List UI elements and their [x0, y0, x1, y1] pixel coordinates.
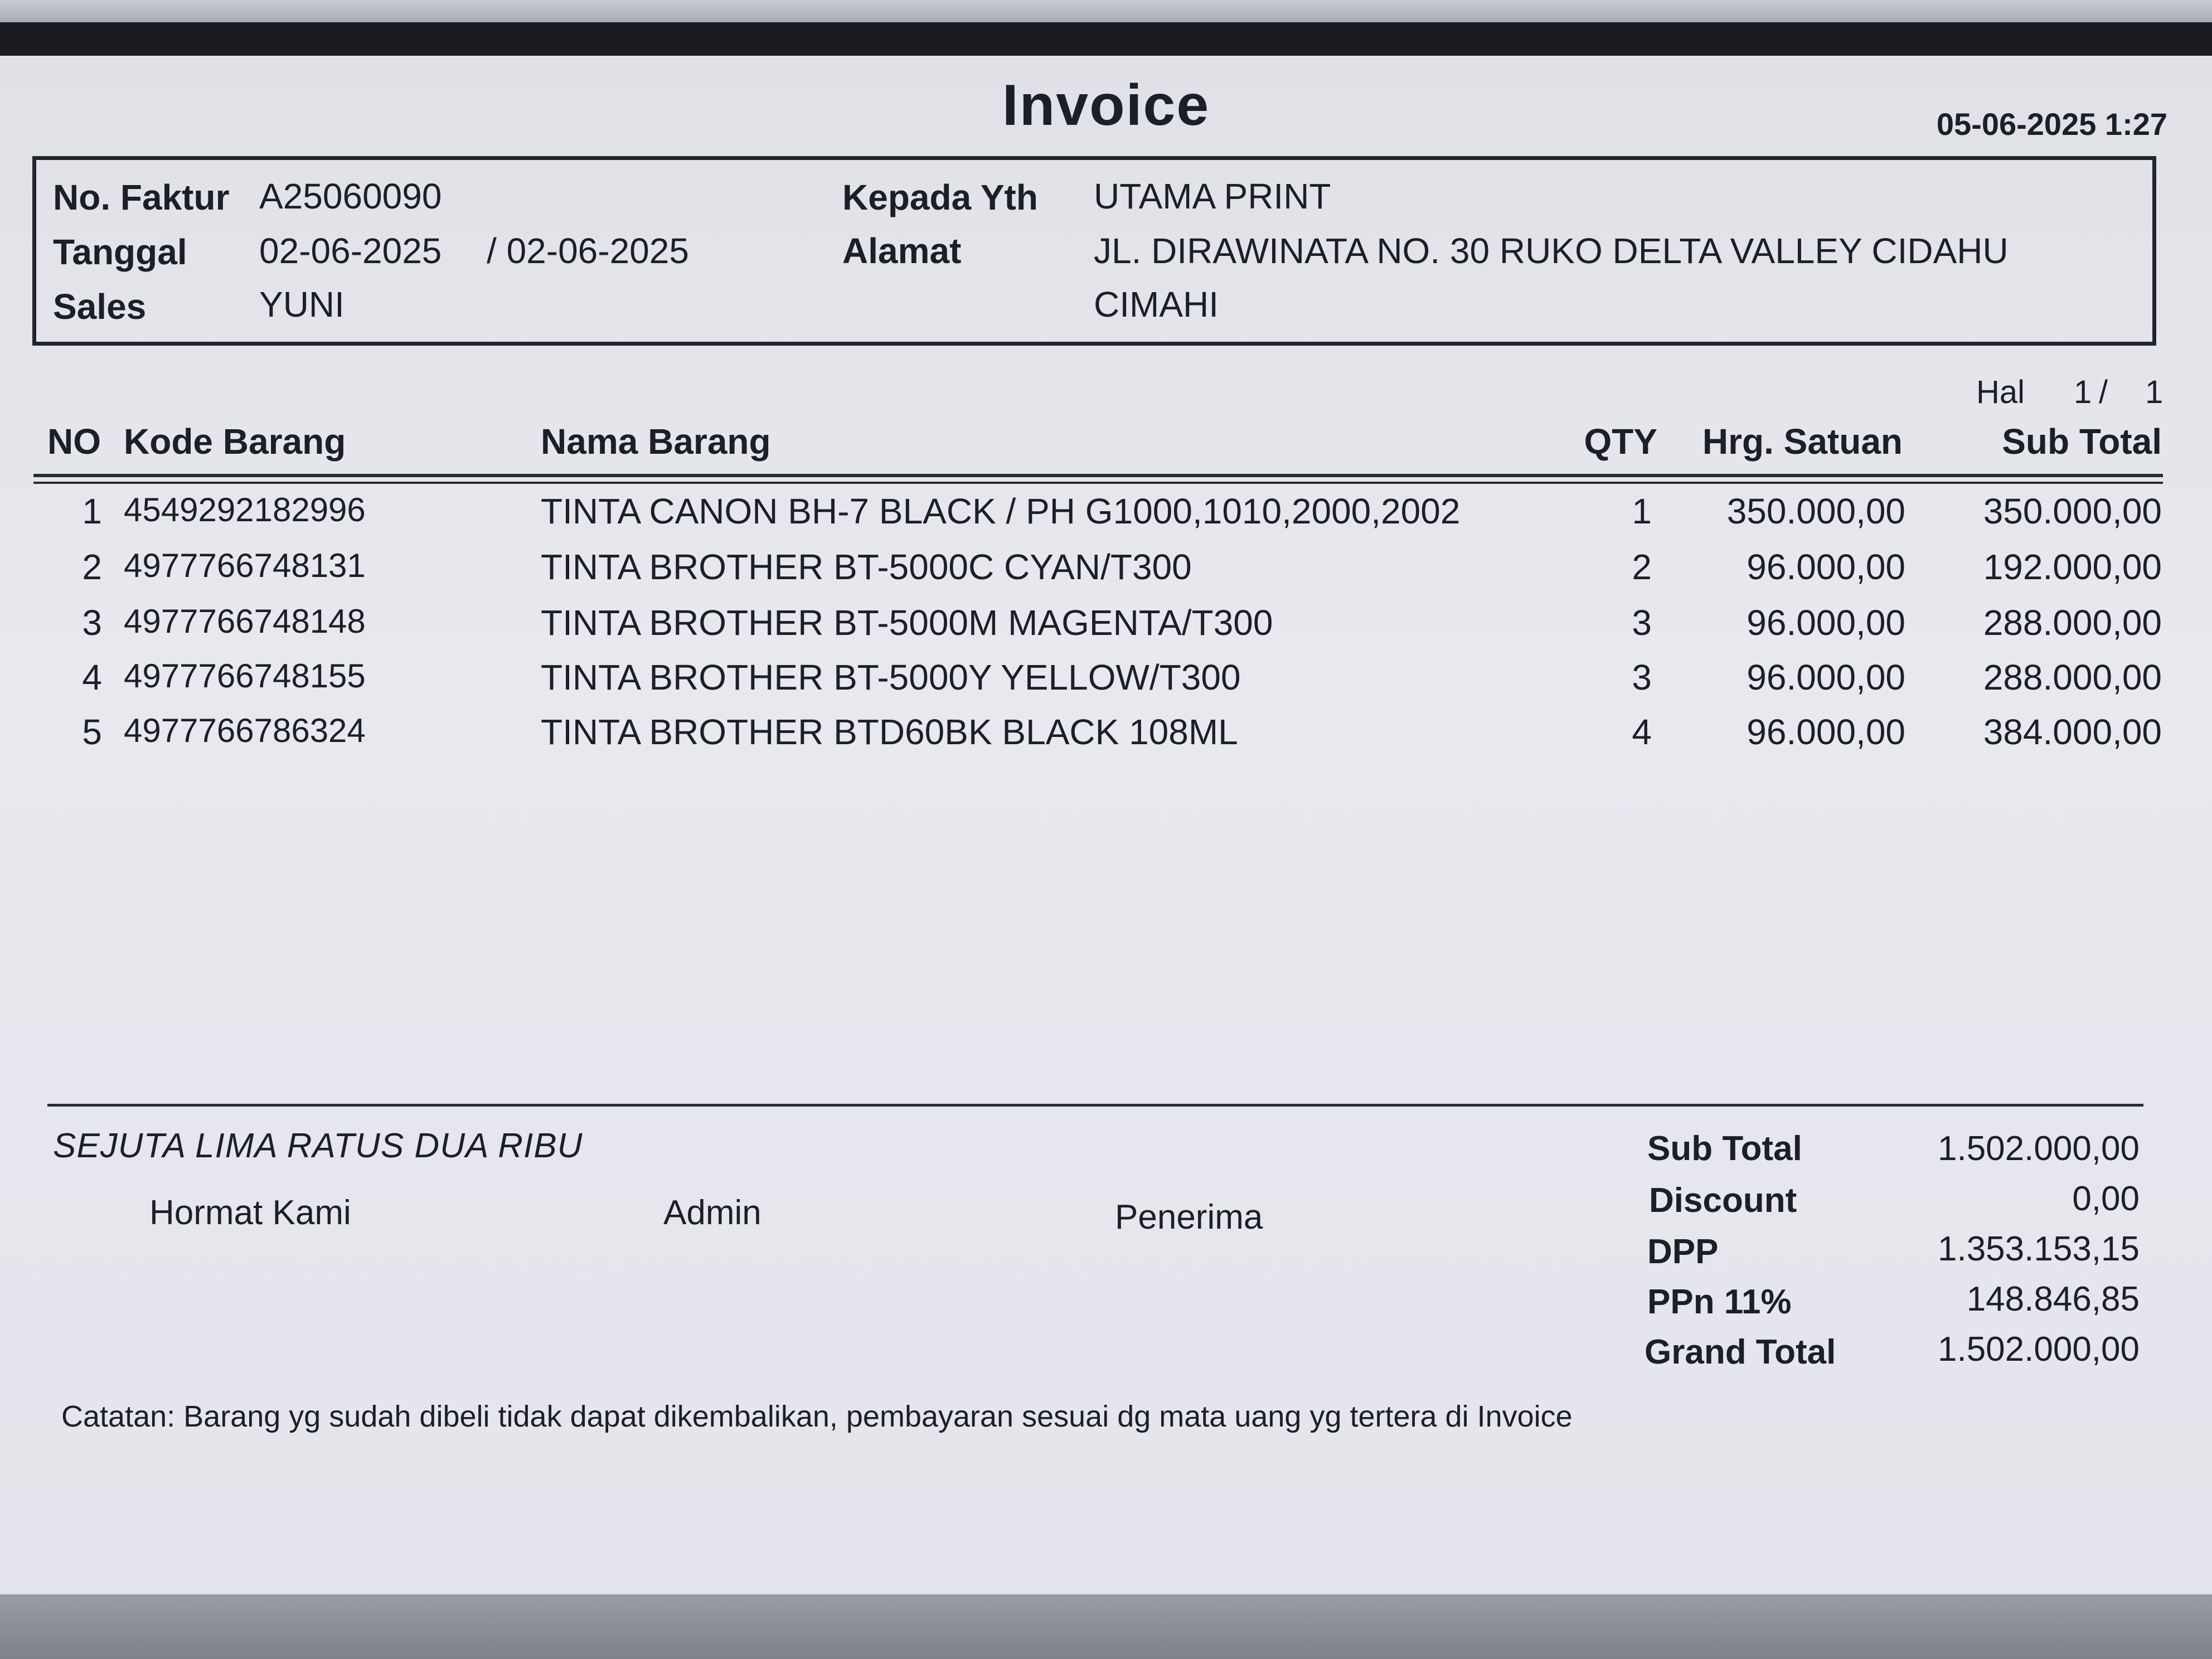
- summary-ppn-value: 148.846,85: [1966, 1280, 2140, 1318]
- summary-subtotal-value: 1.502.000,00: [1937, 1129, 2140, 1168]
- table-row: [0, 657, 2212, 712]
- signature-admin: Admin: [663, 1194, 761, 1232]
- summary-discount-value: 0,00: [2072, 1180, 2140, 1218]
- row-subtotal: 288.000,00: [1983, 657, 2162, 697]
- row-qty: 1: [1632, 491, 1652, 531]
- row-qty: 4: [1632, 712, 1652, 752]
- page-label: Hal: [1976, 374, 2025, 410]
- summary-discount-label: Discount: [1649, 1181, 1797, 1220]
- row-nama: TINTA BROTHER BTD60BK BLACK 108ML: [541, 712, 1238, 752]
- summary-grand-total-value: 1.502.000,00: [1937, 1330, 2140, 1369]
- col-header-subtotal: Sub Total: [2002, 421, 2162, 462]
- col-header-nama: Nama Barang: [541, 421, 771, 462]
- row-subtotal: 288.000,00: [1983, 603, 2162, 643]
- table-header-rule-double: [33, 482, 2163, 484]
- row-harga: 96.000,00: [1747, 712, 1905, 752]
- tanggal-due-value: / 02-06-2025: [487, 231, 689, 271]
- monitor-bottom-edge: [0, 1594, 2212, 1659]
- row-kode: 4549292182996: [124, 491, 366, 528]
- invoice-title: Invoice: [1002, 73, 1210, 138]
- row-subtotal: 192.000,00: [1983, 547, 2162, 587]
- kepada-label: Kepada Yth: [842, 177, 1038, 217]
- row-nama: TINTA BROTHER BT-5000Y YELLOW/T300: [541, 657, 1241, 697]
- invoice-preview: [0, 56, 2212, 1594]
- alamat-label: Alamat: [842, 231, 962, 271]
- table-row: [0, 491, 2212, 546]
- summary-dpp-value: 1.353.153,15: [1937, 1230, 2140, 1268]
- amount-in-words: SEJUTA LIMA RATUS DUA RIBU: [53, 1127, 583, 1165]
- row-harga: 350.000,00: [1726, 491, 1905, 531]
- alamat-line-1: JL. DIRAWINATA NO. 30 RUKO DELTA VALLEY CIDAHU: [1094, 231, 2009, 271]
- summary-ppn-label: PPn 11%: [1647, 1283, 1792, 1321]
- table-header-rule: [33, 474, 2163, 477]
- row-harga: 96.000,00: [1747, 603, 1905, 643]
- row-no: 5: [82, 712, 102, 752]
- kepada-value: UTAMA PRINT: [1094, 176, 1331, 216]
- row-qty: 3: [1632, 657, 1652, 697]
- table-row: [0, 711, 2212, 767]
- monitor-top-edge: [0, 0, 2212, 22]
- row-qty: 3: [1632, 603, 1652, 643]
- table-row: [0, 602, 2212, 658]
- row-nama: TINTA BROTHER BT-5000C CYAN/T300: [541, 547, 1192, 587]
- row-kode: 4977766748131: [124, 547, 366, 584]
- summary-grand-total-label: Grand Total: [1645, 1333, 1836, 1371]
- alamat-line-2: CIMAHI: [1094, 284, 1219, 324]
- row-kode: 4977766786324: [124, 712, 366, 749]
- row-no: 1: [82, 491, 102, 531]
- footer-rule: [47, 1104, 2143, 1107]
- page-total: 1: [2145, 374, 2164, 410]
- row-nama: TINTA BROTHER BT-5000M MAGENTA/T300: [541, 603, 1273, 643]
- row-kode: 4977766748155: [124, 657, 366, 695]
- col-header-qty: QTY: [1584, 421, 1657, 462]
- tanggal-label: Tanggal: [53, 232, 187, 272]
- row-subtotal: 384.000,00: [1983, 712, 2162, 752]
- row-qty: 2: [1632, 547, 1652, 587]
- col-header-harga: Hrg. Satuan: [1702, 421, 1903, 462]
- row-no: 4: [82, 657, 102, 697]
- signature-hormat-kami: Hormat Kami: [149, 1194, 351, 1232]
- row-no: 2: [82, 547, 102, 587]
- print-timestamp: 05-06-2025 1:27: [1936, 106, 2167, 142]
- row-harga: 96.000,00: [1747, 657, 1905, 697]
- page-current: 1: [2074, 374, 2092, 410]
- col-header-kode: Kode Barang: [124, 421, 346, 462]
- row-subtotal: 350.000,00: [1983, 491, 2162, 531]
- sales-label: Sales: [53, 287, 147, 327]
- invoice-header-box: [32, 156, 2156, 346]
- sales-value: YUNI: [259, 284, 345, 324]
- row-nama: TINTA CANON BH-7 BLACK / PH G1000,1010,2000,2002: [541, 491, 1461, 531]
- no-faktur-label: No. Faktur: [53, 177, 230, 217]
- no-faktur-value: A25060090: [259, 176, 442, 216]
- summary-subtotal-label: Sub Total: [1647, 1129, 1802, 1168]
- table-row: [0, 546, 2212, 602]
- summary-dpp-label: DPP: [1647, 1233, 1719, 1271]
- invoice-note: Catatan: Barang yg sudah dibeli tidak dapat dikembalikan, pembayaran sesuai dg mata uang yg tertera di Invoice: [61, 1400, 1573, 1433]
- page-separator: /: [2099, 374, 2108, 410]
- col-header-no: NO: [47, 421, 101, 462]
- tanggal-value: 02-06-2025: [259, 231, 442, 271]
- row-no: 3: [82, 603, 102, 643]
- signature-penerima: Penerima: [1115, 1198, 1263, 1236]
- row-harga: 96.000,00: [1747, 547, 1905, 587]
- row-kode: 4977766748148: [124, 603, 366, 640]
